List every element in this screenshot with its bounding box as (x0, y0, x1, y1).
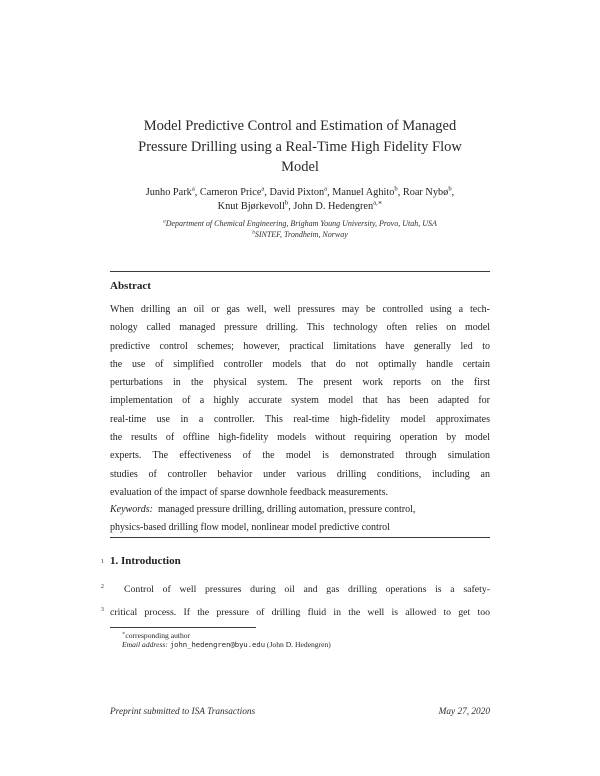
author-line: Junho Park$^a$, Cameron Price$^a$, David Pixton$^a$, Manuel Aghito$^b$, Roar Nybø$^b$, (145, 185, 455, 198)
paper-title-line: Pressure Drilling using a Real-Time High Fidelity Flow (138, 138, 462, 155)
footnote-email-address: Email address: john_hedengren@byu.edu (John D. Hedengren) (122, 640, 331, 649)
page-footer (110, 707, 490, 717)
keywords (110, 501, 490, 536)
keywords-line: Keywords: managed pressure drilling, drilling automation, pressure control, (110, 504, 416, 515)
section-heading-introduction: 1. Introduction (110, 555, 181, 567)
abstract-line: perturbations in the physical system. The present work reports on the first (110, 377, 490, 389)
author-line: Knut Bjørkevoll$^b$, John D. Hedengren$^{a,∗}$ (217, 199, 383, 212)
abstract-bottom-rule (110, 537, 490, 538)
abstract-heading: Abstract (110, 280, 151, 292)
body-text-line: Control of well pressures during oil and gas drilling operations is a safety- (124, 584, 490, 595)
keywords-line: physics-based drilling flow model, nonlinear model predictive control (110, 521, 390, 533)
footer-date: May 27, 2020 (438, 707, 490, 717)
abstract-line: studies of controller behavior under various drilling conditions, including an (110, 468, 490, 480)
margin-line-number: 2 (100, 583, 104, 590)
paper-title-line: Model Predictive Control and Estimation of Managed (143, 118, 457, 134)
abstract-line: predictive control schemes; however, practical limitations have generally led to (110, 340, 490, 352)
abstract-line: the results of offline high-fidelity models without requiring operation by model (110, 432, 490, 444)
abstract-line: real-time use in a controller. This real-time high-fidelity model approximates (110, 413, 490, 425)
abstract-line: evaluation of the impact of sparse downhole feedback measurements. (110, 486, 388, 498)
margin-line-number: 3 (100, 606, 104, 613)
margin-line-number: 1 (100, 558, 104, 565)
affiliations (110, 219, 490, 240)
paper-title-line: Model (281, 159, 319, 175)
abstract-body (110, 301, 490, 502)
footnote-rule (110, 627, 256, 628)
paper-title (110, 116, 490, 178)
abstract-line: nology called managed pressure drilling. This technology often relies on model (110, 322, 490, 334)
footnote-corresponding-author: ∗corresponding author (122, 631, 191, 640)
abstract-line: implementation of a highly accurate system model that has been adapted for (110, 395, 490, 407)
author-list (110, 186, 490, 213)
abstract-line: the use of simplified controller models that do not optimally handle certain (110, 358, 490, 370)
affiliation-line: $^a$Department of Chemical Engineering, Brigham Young University, Provo, Utah, USA (163, 218, 437, 228)
affiliation-line: $^b$SINTEF, Trondheim, Norway (252, 228, 348, 239)
abstract-line: When drilling an oil or gas well, well pressures may be controlled using a tech- (110, 304, 490, 315)
abstract-line: experts. The effectiveness of the model is demonstrated through simulation (110, 450, 490, 462)
body-text-line: critical process. If the pressure of drilling fluid in the well is allowed to get too (110, 607, 490, 618)
abstract-top-rule (110, 271, 490, 272)
footer-preprint-note: Preprint submitted to ISA Transactions (110, 707, 256, 717)
